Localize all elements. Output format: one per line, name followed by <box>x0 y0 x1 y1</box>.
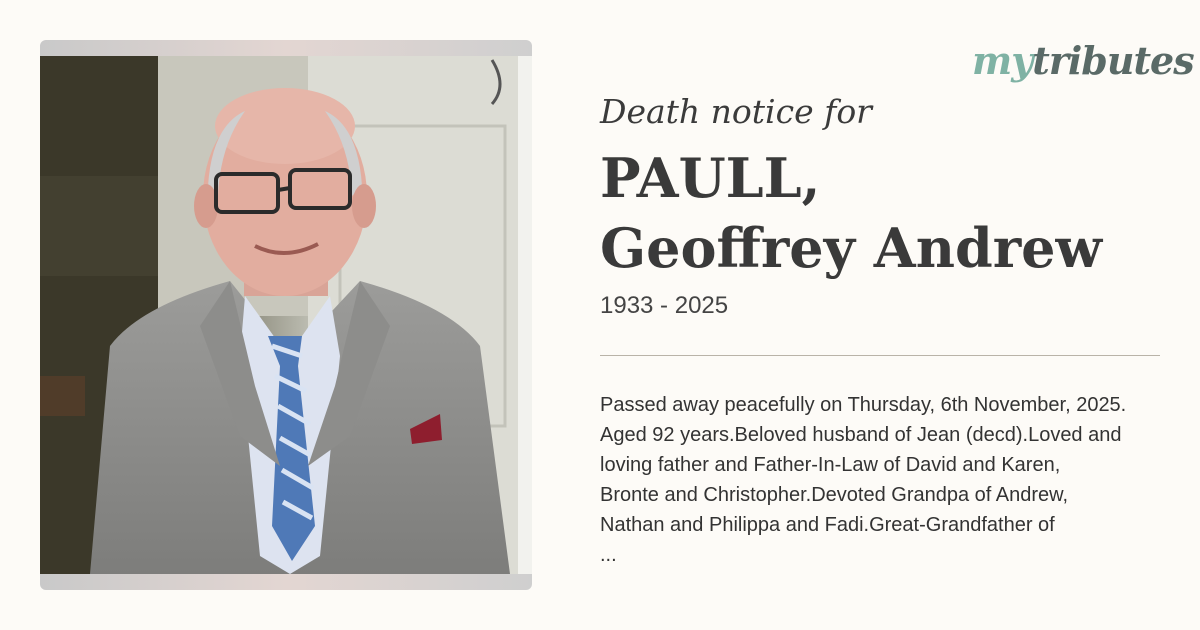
notice-line: Bronte and Christopher.Devoted Grandpa of Andrew, <box>600 484 1069 506</box>
logo-my: my <box>972 38 1033 83</box>
notice-heading: Death notice for <box>600 92 872 131</box>
deceased-name <box>600 143 1102 283</box>
life-years: 1933 - 2025 <box>600 292 729 319</box>
notice-line: Aged 92 years.Beloved husband of Jean (decd).Loved and <box>600 424 1122 446</box>
mytributes-logo[interactable] <box>972 38 1194 83</box>
portrait-photo <box>40 40 532 590</box>
surname: PAULL, <box>600 146 821 210</box>
notice-line: loving father and Father-In-Law of David and Karen, <box>600 454 1061 476</box>
notice-ellipsis: ... <box>600 544 617 566</box>
notice-line: Nathan and Philippa and Fadi.Great-Grandfather of <box>600 514 1055 536</box>
notice-line: Passed away peacefully on Thursday, 6th November, 2025. <box>600 394 1127 416</box>
divider <box>600 355 1160 356</box>
portrait-image <box>40 56 532 574</box>
notice-text <box>600 390 1195 570</box>
logo-tributes: tributes <box>1032 38 1194 83</box>
given-names: Geoffrey Andrew <box>600 216 1103 280</box>
